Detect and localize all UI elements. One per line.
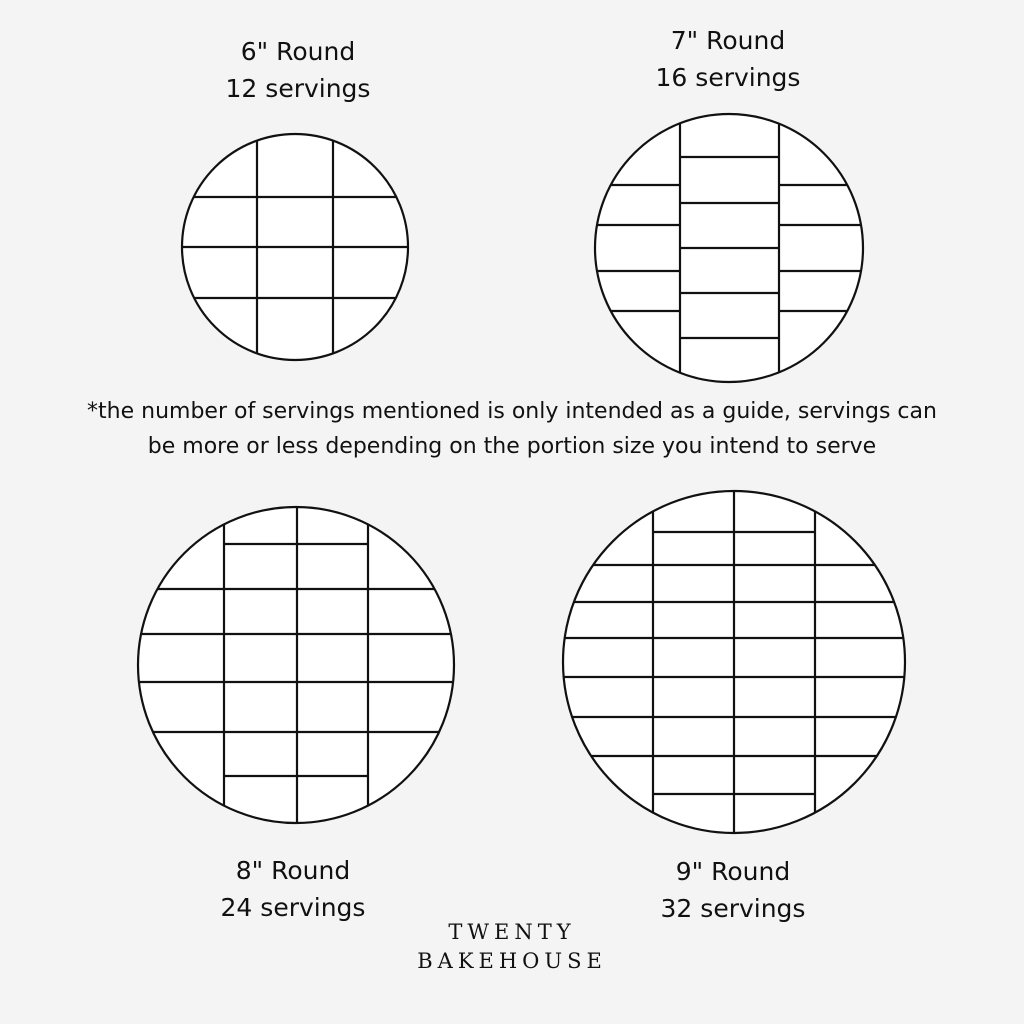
cake-9-inch-servings: 32 servings — [660, 894, 806, 923]
cake-7-inch-size: 7" Round — [670, 26, 786, 55]
cake-8-inch-label — [163, 852, 423, 926]
cake-9-inch-size: 9" Round — [675, 857, 791, 886]
cake-7-inch-label — [598, 22, 858, 96]
cake-9-inch-diagram — [550, 470, 920, 850]
servings-disclaimer-line-2: be more or less depending on the portion size you intend to serve — [147, 434, 877, 459]
brand-line-2: BAKEHOUSE — [417, 949, 607, 973]
cake-6-inch-diagram — [170, 120, 420, 380]
brand-line-1: TWENTY — [448, 920, 576, 944]
cake-8-inch-diagram — [120, 490, 470, 840]
servings-disclaimer — [40, 394, 984, 464]
cake-7-inch-diagram — [580, 100, 880, 400]
cake-8-inch-servings: 24 servings — [220, 893, 366, 922]
cake-9-inch-label — [603, 853, 863, 927]
cake-7-inch-servings: 16 servings — [655, 63, 801, 92]
cake-6-inch-size: 6" Round — [240, 37, 356, 66]
cake-6-inch-servings: 12 servings — [225, 74, 371, 103]
cake-6-inch-label — [168, 33, 428, 107]
brand-logo — [362, 918, 662, 976]
cake-8-inch-size: 8" Round — [235, 856, 351, 885]
servings-disclaimer-line-1: *the number of servings mentioned is only intended as a guide, servings can — [87, 399, 937, 424]
